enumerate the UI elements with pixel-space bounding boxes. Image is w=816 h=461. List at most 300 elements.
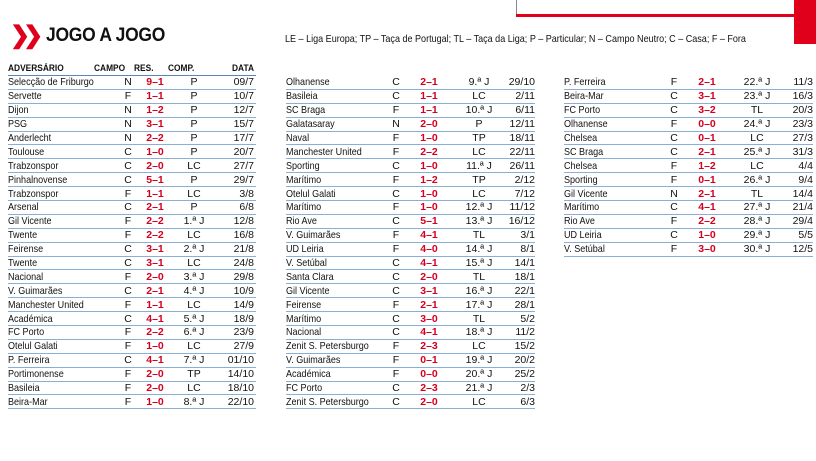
- campo-cell: C: [670, 201, 678, 214]
- table-row: [8, 187, 256, 201]
- campo-cell: C: [392, 382, 400, 395]
- table-row: [8, 368, 256, 382]
- table-row: [8, 90, 256, 104]
- result-cell: 2–1: [420, 298, 438, 311]
- team-cell: Marítimo: [564, 201, 600, 214]
- result-cell: 9–1: [146, 76, 164, 89]
- date-cell: 14/4: [792, 187, 813, 200]
- accent-line: [516, 14, 816, 17]
- result-cell: 4–1: [698, 201, 716, 214]
- date-cell: 23/9: [233, 326, 254, 339]
- result-cell: 4–0: [420, 243, 438, 256]
- competition-cell: 20.ª J: [465, 368, 493, 381]
- date-cell: 27/9: [233, 340, 254, 353]
- date-cell: 11/2: [515, 326, 535, 339]
- table-row: [8, 270, 256, 284]
- campo-cell: C: [392, 395, 400, 408]
- table-row: [564, 215, 813, 229]
- date-cell: 29/7: [233, 173, 254, 186]
- table-row: [286, 159, 535, 173]
- team-cell: Nacional: [286, 326, 322, 339]
- competition-cell: 17.ª J: [465, 298, 493, 311]
- result-cell: 4–1: [146, 354, 164, 367]
- team-cell: Otelul Galati: [286, 187, 336, 200]
- competition-cell: 14.ª J: [465, 243, 493, 256]
- team-cell: Basileia: [8, 382, 40, 395]
- double-chevron-icon: ❯❯: [10, 22, 37, 49]
- campo-cell: C: [124, 284, 132, 297]
- campo-cell: C: [124, 354, 132, 367]
- date-cell: 14/1: [514, 257, 535, 270]
- campo-cell: C: [392, 215, 400, 228]
- date-cell: 6/8: [239, 201, 254, 214]
- competition-cell: TL: [472, 270, 486, 283]
- campo-cell: F: [392, 243, 400, 256]
- campo-cell: F: [392, 104, 400, 117]
- competition-cell: 29.ª J: [743, 229, 771, 242]
- team-cell: Beira-Mar: [8, 395, 48, 408]
- table-row: [286, 270, 535, 284]
- competition-cell: 23.ª J: [743, 90, 771, 103]
- table-row: [286, 104, 535, 118]
- team-cell: Marítimo: [286, 201, 322, 214]
- competition-cell: LC: [187, 229, 201, 242]
- competition-cell: TL: [750, 187, 764, 200]
- campo-cell: C: [670, 145, 678, 158]
- table-row: [564, 90, 813, 104]
- result-cell: 2–0: [420, 118, 438, 131]
- date-cell: 31/3: [792, 145, 813, 158]
- table-row: [286, 132, 535, 146]
- date-cell: 22/11: [509, 145, 535, 158]
- team-cell: Naval: [286, 132, 310, 144]
- campo-cell: F: [124, 229, 132, 242]
- competition-cell: LC: [187, 382, 201, 395]
- result-cell: 3–1: [146, 118, 164, 131]
- header-res: RES.: [134, 63, 154, 74]
- competition-cell: 6.ª J: [183, 326, 205, 339]
- result-cell: 0–1: [698, 173, 716, 186]
- team-cell: Gil Vicente: [564, 187, 608, 200]
- team-cell: Basileia: [286, 90, 318, 103]
- table-row: [8, 145, 256, 159]
- competition-cell: 9.ª J: [468, 76, 490, 89]
- team-cell: SC Braga: [286, 104, 326, 117]
- result-cell: 2–2: [146, 132, 164, 144]
- competition-cell: 10.ª J: [465, 104, 493, 117]
- date-cell: 11/3: [793, 76, 813, 89]
- table-row: [286, 312, 535, 326]
- campo-cell: C: [124, 159, 132, 172]
- team-cell: Santa Clara: [286, 270, 334, 283]
- campo-cell: C: [124, 312, 132, 325]
- table-row: [286, 368, 535, 382]
- table-row: [8, 298, 256, 312]
- campo-cell: F: [124, 368, 132, 381]
- table-row: [8, 118, 256, 132]
- date-cell: 3/1: [520, 229, 535, 242]
- table-row: [564, 104, 813, 118]
- campo-cell: C: [124, 201, 132, 214]
- result-cell: 0–0: [698, 118, 716, 131]
- competition-cell: LC: [472, 90, 486, 103]
- team-cell: FC Porto: [8, 326, 45, 339]
- campo-cell: C: [124, 243, 132, 256]
- team-cell: FC Porto: [286, 382, 323, 395]
- table-row: [8, 215, 256, 229]
- campo-cell: F: [670, 215, 678, 228]
- team-cell: Chelsea: [564, 132, 598, 144]
- result-cell: 1–1: [420, 104, 438, 117]
- date-cell: 14/9: [233, 298, 254, 311]
- team-cell: V. Guimarães: [286, 229, 341, 242]
- competition-cell: 19.ª J: [465, 354, 493, 367]
- team-cell: Rio Ave: [286, 215, 317, 228]
- date-cell: 27/7: [233, 159, 254, 172]
- table-row: [8, 354, 256, 368]
- date-cell: 27/3: [792, 132, 813, 144]
- team-cell: Dijon: [8, 104, 29, 117]
- competition-cell: 13.ª J: [465, 215, 493, 228]
- campo-cell: C: [124, 145, 132, 158]
- result-cell: 2–1: [420, 76, 438, 89]
- team-cell: Sporting: [564, 173, 598, 186]
- campo-cell: C: [392, 159, 400, 172]
- result-cell: 4–1: [420, 257, 438, 270]
- team-cell: PSG: [8, 118, 28, 131]
- date-cell: 22/10: [227, 395, 254, 408]
- team-cell: FC Porto: [564, 104, 601, 117]
- table-row: [286, 215, 535, 229]
- date-cell: 8/1: [520, 243, 535, 256]
- date-cell: 20/7: [233, 145, 254, 158]
- competition-cell: LC: [472, 187, 486, 200]
- date-cell: 18/11: [509, 132, 535, 144]
- team-cell: Anderlecht: [8, 132, 52, 144]
- date-cell: 01/10: [227, 354, 254, 367]
- campo-cell: F: [124, 382, 132, 395]
- campo-cell: N: [392, 118, 400, 131]
- result-cell: 1–0: [420, 187, 438, 200]
- date-cell: 18/1: [514, 270, 535, 283]
- table-row: [8, 382, 256, 396]
- date-cell: 12/5: [792, 243, 813, 256]
- competition-cell: TP: [472, 173, 486, 186]
- abbreviation-legend: LE – Liga Europa; TP – Taça de Portugal; TL – Taça da Liga; P – Particular; N – Campo Neutro; C – Casa; F – Fora: [285, 33, 746, 45]
- date-cell: 15/2: [514, 340, 535, 353]
- team-cell: Pinhalnovense: [8, 173, 68, 186]
- competition-cell: LC: [472, 395, 486, 408]
- table-row: [286, 326, 535, 340]
- result-cell: 3–1: [420, 284, 438, 297]
- table-row: [8, 173, 256, 187]
- team-cell: Olhanense: [564, 118, 608, 131]
- header-data: DATA: [232, 63, 254, 74]
- campo-cell: N: [124, 104, 132, 117]
- team-cell: Rio Ave: [564, 215, 595, 228]
- competition-cell: LC: [187, 340, 201, 353]
- date-cell: 3/8: [239, 187, 254, 200]
- table-row: [564, 243, 813, 257]
- table-row: [286, 340, 535, 354]
- table-row: [286, 173, 535, 187]
- competition-cell: TL: [472, 312, 486, 325]
- result-cell: 2–2: [146, 215, 164, 228]
- team-cell: Manchester United: [8, 298, 84, 311]
- competition-cell: P: [190, 104, 198, 117]
- campo-cell: C: [392, 284, 400, 297]
- competition-cell: LC: [187, 257, 201, 270]
- table-row: [286, 395, 535, 409]
- campo-cell: F: [124, 270, 132, 283]
- competition-cell: LC: [472, 145, 486, 158]
- competition-cell: P: [190, 118, 198, 131]
- campo-cell: F: [670, 173, 678, 186]
- competition-cell: 21.ª J: [465, 382, 493, 395]
- campo-cell: F: [392, 354, 400, 367]
- campo-cell: C: [124, 173, 132, 186]
- table-row: [8, 76, 256, 90]
- date-cell: 23/3: [792, 118, 813, 131]
- campo-cell: C: [124, 257, 132, 270]
- result-cell: 5–1: [146, 173, 164, 186]
- date-cell: 09/7: [233, 76, 254, 89]
- team-cell: P. Ferreira: [564, 76, 606, 89]
- competition-cell: 4.ª J: [183, 284, 205, 297]
- competition-cell: TL: [750, 104, 764, 117]
- table-row: [8, 284, 256, 298]
- team-cell: V. Guimarães: [286, 354, 341, 367]
- team-cell: Académica: [8, 312, 53, 325]
- result-cell: 4–1: [420, 229, 438, 242]
- team-cell: V. Setúbal: [564, 243, 605, 256]
- competition-cell: 22.ª J: [743, 76, 771, 89]
- result-cell: 3–2: [698, 104, 716, 117]
- result-cell: 2–1: [698, 145, 716, 158]
- competition-cell: P: [190, 145, 198, 158]
- table-row: [8, 159, 256, 173]
- competition-cell: 28.ª J: [743, 215, 771, 228]
- games-column-1: [8, 61, 256, 409]
- result-cell: 3–0: [420, 312, 438, 325]
- team-cell: Twente: [8, 229, 38, 242]
- team-cell: Feirense: [8, 243, 44, 256]
- table-row: [564, 76, 813, 90]
- campo-cell: C: [392, 187, 400, 200]
- date-cell: 5/2: [520, 312, 535, 325]
- campo-cell: F: [124, 90, 132, 103]
- campo-cell: F: [392, 173, 400, 186]
- team-cell: Zenit S. Petersburgo: [286, 395, 369, 408]
- table-row: [8, 257, 256, 271]
- section-header: [10, 24, 176, 48]
- date-cell: 29/4: [792, 215, 813, 228]
- date-cell: 18/10: [227, 382, 254, 395]
- table-row: [286, 90, 535, 104]
- table-row: [564, 159, 813, 173]
- table-row: [564, 229, 813, 243]
- date-cell: 29/8: [233, 270, 254, 283]
- campo-cell: F: [670, 159, 678, 172]
- header-comp: COMP.: [168, 63, 195, 74]
- table-row: [286, 118, 535, 132]
- date-cell: 5/5: [798, 229, 813, 242]
- table-row: [8, 395, 256, 409]
- table-row: [286, 187, 535, 201]
- team-cell: UD Leiria: [286, 243, 324, 256]
- date-cell: 20/2: [514, 354, 535, 367]
- team-cell: UD Leiria: [564, 229, 602, 242]
- campo-cell: F: [392, 229, 400, 242]
- result-cell: 2–2: [420, 145, 438, 158]
- competition-cell: P: [190, 201, 198, 214]
- competition-cell: LC: [750, 132, 764, 144]
- team-cell: Portimonense: [8, 368, 64, 381]
- result-cell: 1–0: [698, 229, 716, 242]
- result-cell: 2–0: [146, 368, 164, 381]
- result-cell: 1–1: [420, 90, 438, 103]
- campo-cell: N: [124, 76, 132, 89]
- team-cell: Feirense: [286, 298, 322, 311]
- date-cell: 10/9: [233, 284, 254, 297]
- team-cell: Gil Vicente: [286, 284, 330, 297]
- result-cell: 1–0: [146, 340, 164, 353]
- table-row: [564, 118, 813, 132]
- competition-cell: LC: [187, 298, 201, 311]
- result-cell: 1–2: [146, 104, 164, 117]
- date-cell: 12/11: [509, 118, 535, 131]
- competition-cell: 26.ª J: [743, 173, 771, 186]
- campo-cell: F: [124, 215, 132, 228]
- table-header: [8, 61, 256, 76]
- table-row: [286, 201, 535, 215]
- campo-cell: F: [670, 243, 678, 256]
- result-cell: 3–0: [698, 243, 716, 256]
- campo-cell: F: [392, 340, 400, 353]
- team-cell: P. Ferreira: [8, 354, 50, 367]
- table-row: [286, 145, 535, 159]
- result-cell: 1–1: [146, 187, 164, 200]
- result-cell: 2–0: [146, 159, 164, 172]
- competition-cell: 24.ª J: [743, 118, 771, 131]
- result-cell: 1–0: [420, 201, 438, 214]
- table-row: [8, 312, 256, 326]
- date-cell: 16/8: [233, 229, 254, 242]
- result-cell: 2–0: [146, 270, 164, 283]
- campo-cell: F: [124, 187, 132, 200]
- competition-cell: TL: [472, 229, 486, 242]
- table-row: [8, 104, 256, 118]
- page-title: JOGO A JOGO: [46, 25, 166, 46]
- result-cell: 5–1: [420, 215, 438, 228]
- date-cell: 21/4: [792, 201, 813, 214]
- table-row: [286, 243, 535, 257]
- team-cell: Académica: [286, 368, 331, 381]
- result-cell: 3–1: [146, 257, 164, 270]
- header-campo: CAMPO: [94, 63, 126, 74]
- result-cell: 2–0: [420, 395, 438, 408]
- competition-cell: 8.ª J: [183, 395, 205, 408]
- table-row: [564, 187, 813, 201]
- result-cell: 1–0: [146, 145, 164, 158]
- campo-cell: C: [670, 104, 678, 117]
- result-cell: 2–2: [146, 326, 164, 339]
- competition-cell: 11.ª J: [466, 159, 492, 172]
- date-cell: 4/4: [798, 159, 813, 172]
- team-cell: V. Guimarães: [8, 284, 63, 297]
- date-cell: 29/10: [508, 76, 535, 89]
- table-row: [8, 340, 256, 354]
- result-cell: 2–1: [146, 201, 164, 214]
- campo-cell: F: [670, 118, 678, 131]
- team-cell: Galatasaray: [286, 118, 335, 131]
- result-cell: 1–0: [420, 159, 438, 172]
- table-row: [8, 243, 256, 257]
- team-cell: Nacional: [8, 270, 44, 283]
- header-adversario: ADVERSÁRIO: [8, 63, 64, 74]
- result-cell: 1–0: [146, 395, 164, 408]
- date-cell: 16/3: [792, 90, 813, 103]
- campo-cell: C: [392, 257, 400, 270]
- date-cell: 2/11: [515, 90, 535, 103]
- competition-cell: P: [190, 173, 198, 186]
- date-cell: 21/8: [233, 243, 254, 256]
- campo-cell: F: [392, 298, 400, 311]
- campo-cell: F: [392, 145, 400, 158]
- result-cell: 1–0: [420, 132, 438, 144]
- team-cell: Toulouse: [8, 145, 45, 158]
- date-cell: 11/12: [509, 201, 535, 214]
- table-row: [286, 382, 535, 396]
- campo-cell: F: [392, 368, 400, 381]
- date-cell: 20/3: [792, 104, 813, 117]
- result-cell: 4–1: [146, 312, 164, 325]
- team-cell: Chelsea: [564, 159, 598, 172]
- campo-cell: C: [392, 312, 400, 325]
- campo-cell: C: [670, 229, 678, 242]
- table-row: [8, 326, 256, 340]
- result-cell: 0–0: [420, 368, 438, 381]
- team-cell: Sporting: [286, 159, 320, 172]
- table-row: [286, 257, 535, 271]
- result-cell: 0–1: [420, 354, 438, 367]
- competition-cell: LC: [187, 187, 201, 200]
- team-cell: V. Setúbal: [286, 257, 327, 270]
- campo-cell: F: [392, 201, 400, 214]
- team-cell: SC Braga: [564, 145, 604, 158]
- competition-cell: P: [190, 132, 198, 144]
- result-cell: 3–1: [698, 90, 716, 103]
- competition-cell: LC: [472, 340, 486, 353]
- result-cell: 2–1: [698, 187, 716, 200]
- competition-cell: LC: [750, 159, 764, 172]
- accent-corner: [794, 0, 816, 44]
- result-cell: 1–2: [698, 159, 716, 172]
- date-cell: 22/1: [514, 284, 535, 297]
- date-cell: 2/3: [520, 382, 535, 395]
- date-cell: 18/9: [233, 312, 254, 325]
- team-cell: Servette: [8, 90, 42, 103]
- result-cell: 2–0: [420, 270, 438, 283]
- campo-cell: F: [124, 298, 132, 311]
- campo-cell: C: [392, 76, 400, 89]
- team-cell: Otelul Galati: [8, 340, 58, 353]
- competition-cell: 30.ª J: [743, 243, 771, 256]
- date-cell: 9/4: [798, 173, 813, 186]
- campo-cell: F: [124, 340, 132, 353]
- result-cell: 2–2: [146, 229, 164, 242]
- campo-cell: C: [670, 132, 678, 144]
